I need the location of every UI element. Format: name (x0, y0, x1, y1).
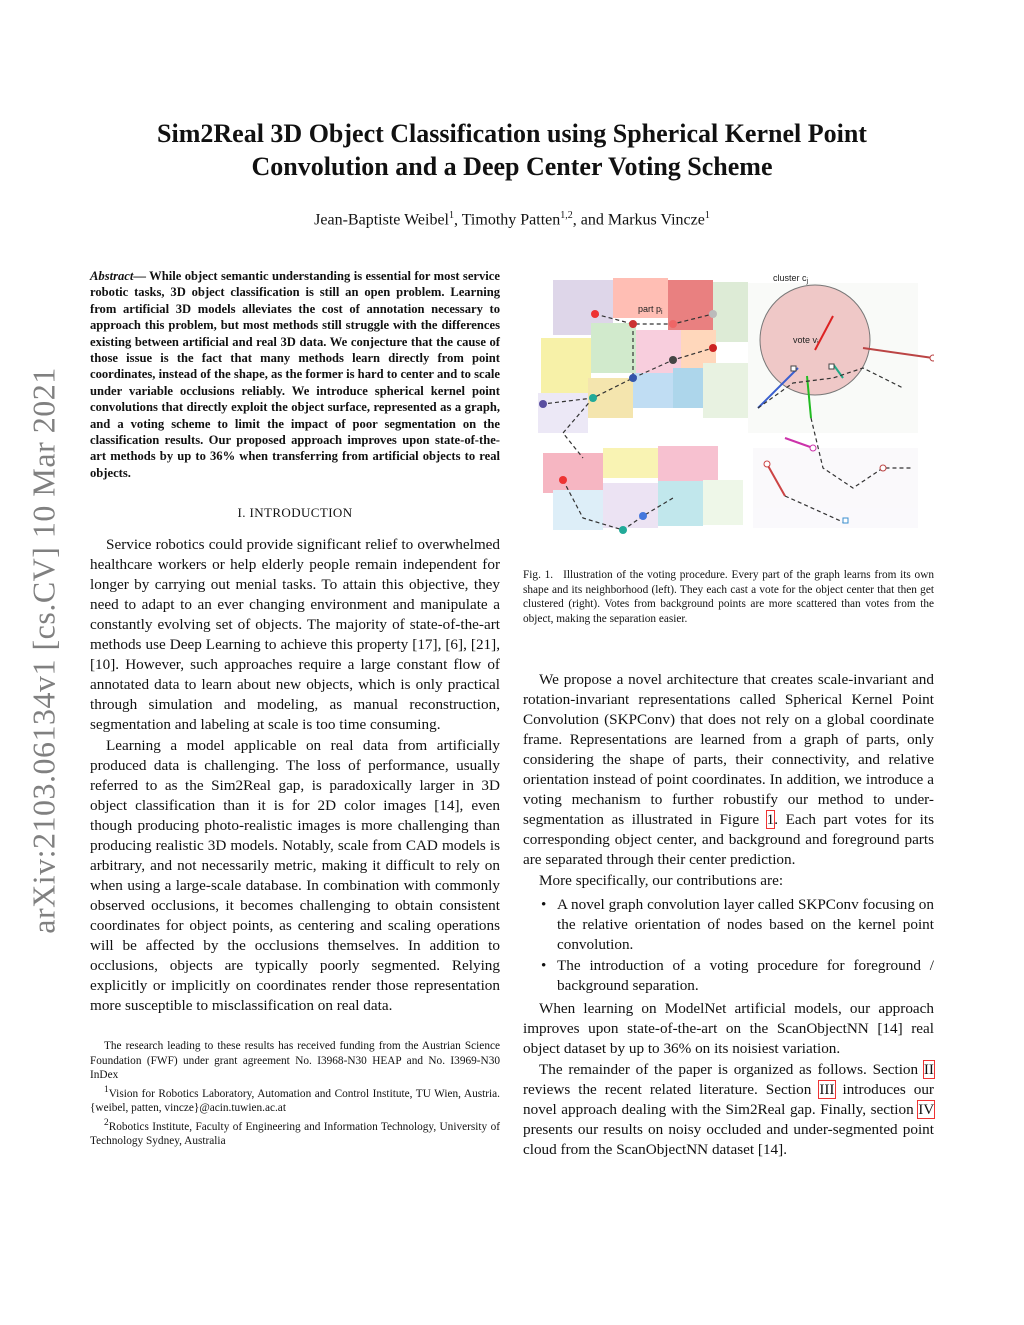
paragraph-text: introduces our novel approach dealing with the Sim2Real gap. Finally, section (523, 1081, 934, 1118)
paragraph-text: . Each part votes for its corresponding object center, and background and foreground parts are separated through their center prediction. (523, 811, 934, 868)
caption-label: Fig. 1. (523, 569, 554, 581)
author-affiliation: 1 (704, 210, 710, 221)
figure-voting-illustration (523, 268, 934, 554)
author-name: Markus Vincze (607, 211, 705, 229)
paragraph-text: We propose a novel architecture that creates scale-invariant and rotation-invariant representations called Spherical Kernel Point Convolution (SKPConv) that does not rely on a global coordinate frame. Representations are learned from a graph of parts, only considering the shape of parts, their connectivity, and relative orientation instead of point coordinates. In addition, we introduce a voting mechanism to further robustify our method to under-segmentation as illustrated in Figure (523, 671, 934, 828)
footnote-funding: The research leading to these results has received funding from the Austrian Science Foundation (FWF) under grant agreement No. I3968-N30 HEAP and No. I3969-N30 InDex (90, 1040, 500, 1082)
author-name: Timothy Patten (461, 211, 561, 229)
right-paragraph-2: More specifically, our contributions are: (539, 872, 784, 889)
author-affiliation: 1 (449, 210, 454, 221)
title-line-2: Convolution and a Deep Center Voting Scheme (251, 152, 773, 181)
list-item-text: A novel graph convolution layer called SKPConv focusing on the relative orientation of nodes based on the kernel point convolution. (557, 896, 934, 953)
author-list (100, 210, 924, 229)
caption-text: Illustration of the voting procedure. Every part of the graph learns from its own shape and its neighborhood (left). They each cast a vote for the object center that then get clustered (right). Votes from background points are more scattered than votes from the object, making the separation easier. (523, 569, 934, 625)
paragraph-text: reviews the recent related literature. Section (523, 1081, 820, 1098)
figure-label-part: part $p_i$ (638, 304, 663, 316)
intro-paragraph-2: Learning a model applicable on real data from artificially produced data is challenging. The loss of performance, usually referred to as the Sim2Real gap, is paradoxically larger in 3D object classification than it is for 2D color images [14], even though producing photo-realistic images is more challenging than producing realistic 3D models. Notably, scale from CAD models is arbitrary, and not necessarily metric, making it difficult to rely on when using a large-scale database. In combination with commonly observed occlusions, it becomes challenging to obtain consistent coordinates for object points, as centering and scaling operations will be affected by the occlusions themselves. In addition to occlusions, objects are typically poorly segmented. Relying explicitly or implicitly on coordinates render those representation more susceptible to misclassification on real data. (90, 737, 500, 1015)
figure-graphic (523, 268, 934, 554)
right-paragraph-1 (523, 670, 934, 870)
author-separator: , (454, 211, 462, 229)
bullet-mark: • (541, 957, 547, 974)
paragraph-text: The remainder of the paper is organized as follows. Section (539, 1061, 924, 1078)
right-column (523, 268, 934, 1161)
footnote-mark: 1 (104, 1084, 109, 1095)
section-reference-link[interactable]: III (819, 1081, 835, 1098)
right-paragraph-3: When learning on ModelNet artificial models, our approach improves upon state-of-the-art on the ScanObjectNN [14] real object dataset by up to 36% on its noisiest variation. (523, 1000, 934, 1057)
left-column (90, 268, 500, 1148)
contribution-list (523, 895, 934, 996)
abstract-text: — While object semantic understanding is essential for most service robotic tasks, 3D object classification is still an open problem. Learning from artificial 3D models alleviates the cost of annotation necessary to approach this problem, but most methods still struggle with the differences existing between artificial and real 3D data. We conjecture that the cause of those issue is the fact that many methods learn directly from point coordinates, instead of the shape, as the former is hard to center and to scale under variable occlusions reliably. We introduce spherical kernel point convolutions that directly exploit the object surface, represented as a graph, and a voting scheme to limit the impact of poor segmentation on the classification results. Our proposed approach improves upon state-of-the-art methods by up to 36% when transferring from artificial objects to real objects. (90, 269, 500, 480)
figure-reference-link[interactable]: 1 (766, 811, 775, 828)
footnote-affiliation-1 (90, 1083, 500, 1116)
intro-paragraph-1: Service robotics could provide significant relief to overwhelmed healthcare workers or help elderly people remain independent for longer by carrying out menial tasks. To attain this objective, they need to adapt to an ever changing environment and manipulate a constantly evolving set of objects. The majority of state-of-the-art methods use Deep Learning to achieve this property [17], [6], [21], [10]. However, such approaches require a large constant flow of annotated data to learn about new objects, which is only practical through simulation and modeling, as manual reconstruction, segmentation and labeling at scale is too time consuming. (90, 536, 500, 734)
bullet-mark: • (541, 896, 547, 913)
figure-label-cluster: cluster $c_j$ (773, 273, 809, 285)
abstract-label: Abstract (90, 269, 134, 283)
figure-label-vote: vote v (793, 335, 818, 345)
paper-title (100, 117, 924, 183)
footnote-text: Vision for Robotics Laboratory, Automation and Control Institute, TU Wien, Austria. {weibel, patten, vincze}@acin.tuwien.ac.at (90, 1087, 500, 1115)
arxiv-identifier: arXiv:2103.06134v1 [cs.CV] 10 Mar 2021 (25, 366, 62, 934)
title-line-1: Sim2Real 3D Object Classification using Spherical Kernel Point (157, 119, 867, 148)
list-item-text: The introduction of a voting procedure for foreground / background separation. (557, 957, 934, 994)
list-item (523, 956, 934, 996)
author-affiliation: 1,2 (560, 210, 573, 221)
abstract (90, 268, 500, 481)
footnote-affiliation-2 (90, 1116, 500, 1149)
list-item (523, 895, 934, 955)
section-heading-introduction: I. INTRODUCTION (237, 505, 353, 521)
author-name: Jean-Baptiste Weibel (314, 211, 449, 229)
paragraph-text: presents our results on noisy occluded and under-segmented point cloud from the ScanObjectNN dataset [14]. (523, 1121, 934, 1158)
author-separator: , and (572, 211, 608, 229)
figure-caption (523, 568, 934, 626)
section-reference-link[interactable]: II (923, 1061, 934, 1078)
footnote-mark: 2 (104, 1117, 109, 1128)
right-paragraph-4 (523, 1060, 934, 1160)
section-reference-link[interactable]: IV (918, 1101, 934, 1118)
footnote-text: Robotics Institute, Faculty of Engineering and Information Technology, University of Technology Sydney, Australia (90, 1120, 500, 1147)
